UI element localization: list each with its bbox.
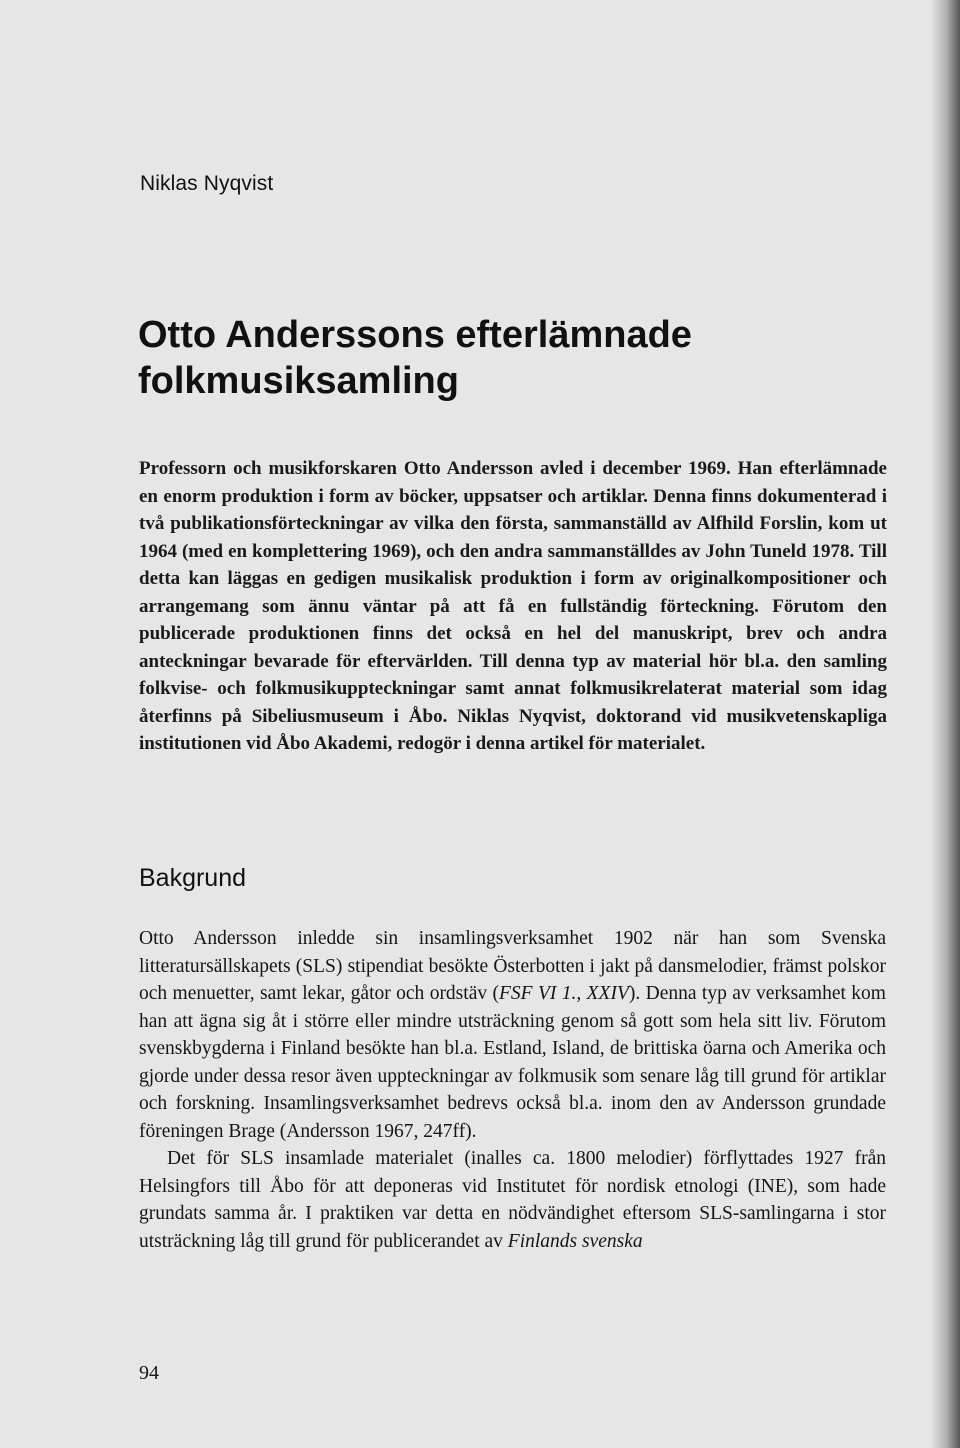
article-author: Niklas Nyqvist bbox=[140, 172, 274, 195]
section-heading: Bakgrund bbox=[139, 864, 247, 892]
paragraph-text: Otto Andersson inledde sin insamlingsverksamhet 1902 när han som Svenska litteratursällskapets (SLS) stipendiat besökte Österbotten i jakt på dansmelodier, främst polskor och menuetter, samt lekar, gåtor och ordstäv ( bbox=[139, 928, 886, 1004]
body-paragraph bbox=[139, 1145, 886, 1255]
article-title: Otto Anderssons efterlämnade folkmusiksamling bbox=[138, 314, 692, 402]
page-number: 94 bbox=[139, 1362, 159, 1384]
article-body bbox=[139, 925, 886, 1255]
article-lead: Professorn och musikforskaren Otto Andersson avled i december 1969. Han efterlämnade en enorm produktion i form av böcker, uppsatser och artiklar. Denna finns dokumenterad i två publikationsförteckningar av vilka den första, sammanställd av Alfhild Forslin, kom ut 1964 (med en komplettering 1969), och den andra sammanställdes av John Tuneld 1978. Till detta kan läggas en gedigen musikalisk produktion i form av originalkompositioner och arrangemang som ännu väntar på att få en fullständig förteckning. Förutom den publicerade produktionen finns det också en hel del manuskript, brev och andra anteckningar bevarade för eftervärlden. Till denna typ av material hör bl.a. den samling folkvise- och folkmusikuppteckningar samt annat folkmusikrelaterat material som idag återfinns på Sibeliusmuseum i Åbo. Niklas Nyqvist, doktorand vid musikvetenskapliga institutionen vid Åbo Akademi, redogör i denna artikel för materialet. bbox=[139, 458, 887, 754]
paragraph-text: ). Denna typ av verksamhet kom han att ägna sig åt i större eller mindre utsträckning genom så gott som hela sitt liv. Förutom svenskbygderna i Finland besökte han bl.a. Estland, Island, de brittiska öarna och Amerika och gjorde under dessa resor även uppteckningar av folkmusik som senare låg till grund för artiklar och forskning. Insamlingsverksamhet bedrevs också bl.a. inom den av Andersson grundade föreningen Brage (Andersson 1967, 247ff). bbox=[139, 983, 886, 1142]
italic-reference: FSF VI 1., XXIV bbox=[498, 983, 629, 1004]
paragraph-text: Det för SLS insamlade materialet (inalles ca. 1800 melodier) förflyttades 1927 från Helsingfors till Åbo för att deponeras vid Institutet för nordisk etnologi (INE), som hade grundats samma år. I praktiken var detta en nödvändighet eftersom SLS-samlingarna i stor utsträckning låg till grund för publicerandet av bbox=[139, 1148, 886, 1252]
body-paragraph bbox=[139, 925, 886, 1145]
italic-title: Finlands svenska bbox=[507, 1230, 643, 1252]
binding-shadow bbox=[930, 0, 960, 1448]
